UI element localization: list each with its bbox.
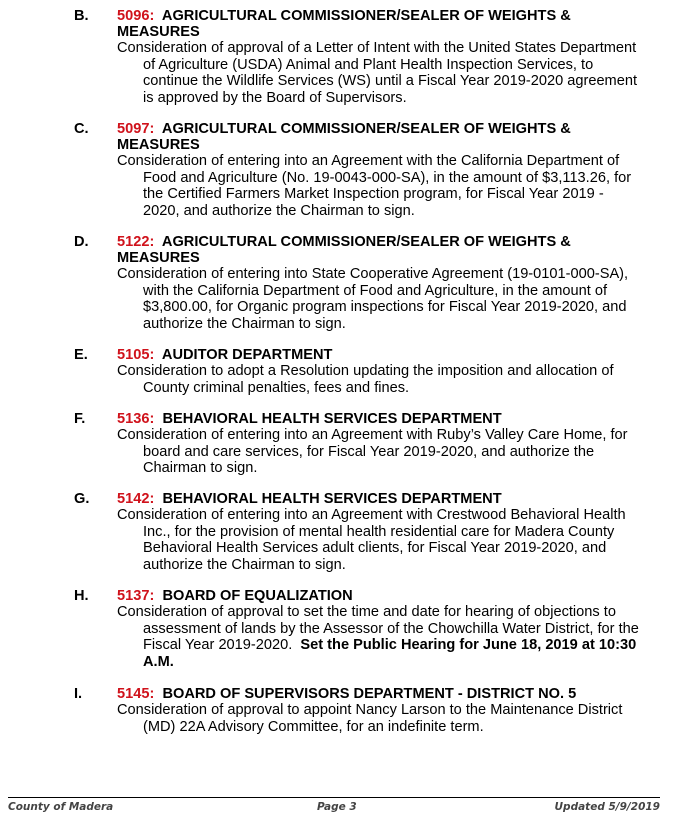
item-heading [117, 8, 617, 40]
item-letter: H. [74, 588, 89, 604]
item-department: BOARD OF EQUALIZATION [162, 588, 353, 604]
item-description: Consideration of entering into an Agreement with the California Department of Food and Agriculture (No. 19-0043-000-SA), in the amount of $3,113.26, for the Certified Farmers Market Inspection program, for Fiscal Year 2019 - 2020, and authorize the Chairman to sign. [117, 153, 632, 219]
agenda-item [0, 347, 680, 396]
item-number[interactable]: 5122: [117, 234, 155, 250]
item-number[interactable]: 5097: [117, 121, 155, 137]
item-description: Consideration of approval to appoint Nancy Larson to the Maintenance District (MD) 22A Advisory Committee, for an indefinite term. [117, 702, 623, 735]
item-department: AGRICULTURAL COMMISSIONER/SEALER OF WEIGHTS & MEASURES [117, 121, 571, 153]
item-letter: I. [74, 686, 83, 702]
agenda-item [0, 411, 680, 477]
item-department: AGRICULTURAL COMMISSIONER/SEALER OF WEIGHTS & MEASURES [117, 8, 571, 40]
agenda-item [0, 234, 680, 332]
footer-divider [8, 797, 660, 798]
item-number[interactable]: 5096: [117, 8, 155, 24]
agenda-item [0, 8, 680, 106]
item-department: BOARD OF SUPERVISORS DEPARTMENT - DISTRICT NO. 5 [162, 686, 577, 702]
item-letter: F. [74, 411, 86, 427]
item-heading [117, 491, 617, 507]
item-heading [117, 411, 617, 427]
footer-county: County of Madera [8, 801, 114, 813]
item-heading [117, 347, 617, 363]
item-number[interactable]: 5136: [117, 411, 155, 427]
item-department: BEHAVIORAL HEALTH SERVICES DEPARTMENT [162, 491, 502, 507]
item-number[interactable]: 5145: [117, 686, 155, 702]
item-letter: G. [74, 491, 90, 507]
item-description: Consideration of entering into an Agreement with Crestwood Behavioral Health Inc., for the provision of mental health residential care for Madera County Behavioral Health Services adult clients, for Fiscal Year 2019-2020, and authorize the Chairman to sign. [117, 507, 626, 573]
footer-page-number: Page 3 [317, 801, 357, 813]
item-department: AGRICULTURAL COMMISSIONER/SEALER OF WEIGHTS & MEASURES [117, 234, 571, 266]
item-department: AUDITOR DEPARTMENT [161, 347, 333, 363]
item-letter: E. [74, 347, 88, 363]
public-hearing-notice: Set the Public Hearing for June 18, 2019 at 10:30 A.M. [143, 637, 637, 670]
item-department: BEHAVIORAL HEALTH SERVICES DEPARTMENT [162, 411, 502, 427]
item-number[interactable]: 5142: [117, 491, 155, 507]
item-description: Consideration of approval of a Letter of Intent with the United States Department of Agriculture (USDA) Animal and Plant Health Inspection Services, to continue the Wildlife Services (WS) until a Fiscal Year 2019-2020 agreement is approved by the Board of Supervisors. [117, 40, 638, 106]
item-description-text: Consideration of approval to set the time and date for hearing of objections to assessment of lands by the Assessor of the Chowchilla Water District, for the Fiscal Year 2019-2020. [117, 604, 639, 654]
item-description: Consideration of entering into State Cooperative Agreement (19-0101-000-SA), with the California Department of Food and Agriculture, in the amount of $3,800.00, for Organic program inspections for Fiscal Year 2019-2020, and authorize the Chairman to sign. [117, 266, 629, 332]
agenda-item [0, 491, 680, 573]
item-letter: C. [74, 121, 89, 137]
item-heading [117, 588, 617, 604]
item-letter: B. [74, 8, 89, 24]
item-description [117, 604, 643, 670]
item-description: Consideration of entering into an Agreement with Ruby’s Valley Care Home, for board and care services, for Fiscal Year 2019-2020, and authorize the Chairman to sign. [117, 427, 628, 477]
item-description: Consideration to adopt a Resolution updating the imposition and allocation of County criminal penalties, fees and fines. [117, 363, 614, 396]
item-heading [117, 121, 617, 153]
item-letter: D. [74, 234, 89, 250]
agenda-item [0, 121, 680, 219]
footer-updated-date: Updated 5/9/2019 [554, 801, 660, 813]
item-number[interactable]: 5137: [117, 588, 155, 604]
item-heading [117, 234, 617, 266]
agenda-item [0, 588, 680, 670]
agenda-item [0, 686, 680, 735]
item-number[interactable]: 5105: [117, 347, 155, 363]
item-heading [117, 686, 617, 702]
